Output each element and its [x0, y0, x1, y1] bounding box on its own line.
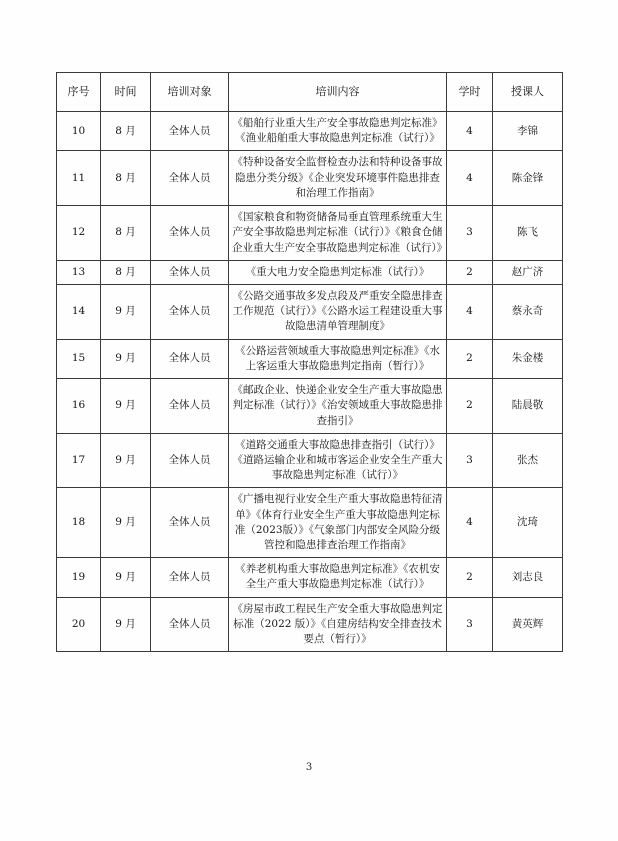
- cell-content: 《道路交通重大事故隐患排查指引（试行）》《道路运输企业和城市客运企业安全生产重大事故隐患判定标准（试行）》: [229, 433, 447, 488]
- table-row: [57, 597, 563, 652]
- cell-time: 9 月: [101, 558, 151, 597]
- table-row: [57, 284, 563, 339]
- cell-teacher: 陈飞: [493, 206, 563, 261]
- cell-content: 《公路运营领域重大事故隐患判定标准》《水上客运重大事故隐患判定指南（暂行）》: [229, 339, 447, 378]
- cell-teacher: 陆晨敬: [493, 379, 563, 434]
- table-row: [57, 206, 563, 261]
- cell-hours: 3: [447, 206, 493, 261]
- table-row: [57, 151, 563, 206]
- table-header-row: [57, 73, 563, 112]
- cell-time: 9 月: [101, 284, 151, 339]
- column-header-hours: 学时: [447, 73, 493, 112]
- cell-content: 《邮政企业、快递企业安全生产重大事故隐患判定标准（试行）》《治安领域重大事故隐患排查指引》: [229, 379, 447, 434]
- cell-no: 18: [57, 488, 101, 558]
- cell-content: 《房屋市政工程民生产安全重大事故隐患判定标准（2022 版）》《自建房结构安全排查技术要点（暂行）》: [229, 597, 447, 652]
- cell-teacher: 沈琦: [493, 488, 563, 558]
- cell-teacher: 刘志良: [493, 558, 563, 597]
- cell-target: 全体人员: [151, 433, 229, 488]
- cell-time: 9 月: [101, 339, 151, 378]
- table-row: [57, 433, 563, 488]
- cell-target: 全体人员: [151, 284, 229, 339]
- cell-target: 全体人员: [151, 597, 229, 652]
- cell-hours: 4: [447, 284, 493, 339]
- cell-target: 全体人员: [151, 379, 229, 434]
- cell-content: 《公路交通事故多发点段及严重安全隐患排查工作规范（试行）》《公路水运工程建设重大事故隐患清单管理制度》: [229, 284, 447, 339]
- cell-no: 15: [57, 339, 101, 378]
- cell-hours: 2: [447, 339, 493, 378]
- cell-hours: 4: [447, 112, 493, 151]
- cell-content: 《养老机构重大事故隐患判定标准》《农机安全生产重大事故隐患判定标准（试行）》: [229, 558, 447, 597]
- cell-target: 全体人员: [151, 488, 229, 558]
- cell-hours: 4: [447, 488, 493, 558]
- cell-time: 8 月: [101, 260, 151, 284]
- column-header-content: 培训内容: [229, 73, 447, 112]
- column-header-no: 序号: [57, 73, 101, 112]
- cell-time: 9 月: [101, 597, 151, 652]
- table-header: [57, 73, 563, 112]
- cell-target: 全体人员: [151, 558, 229, 597]
- cell-content: 《国家粮食和物资储备局垂直管理系统重大生产安全事故隐患判定标准（试行）》《粮食仓储企业重大生产安全事故隐患判定标准（试行）》: [229, 206, 447, 261]
- table-row: [57, 260, 563, 284]
- cell-content: 《广播电视行业安全生产重大事故隐患特征清单》《体育行业安全生产重大事故隐患判定标准（2023版）》《气象部门内部安全风险分级管控和隐患排查治理工作指南》: [229, 488, 447, 558]
- cell-content: 《船舶行业重大生产安全事故隐患判定标准》《渔业船舶重大事故隐患判定标准（试行）》: [229, 112, 447, 151]
- cell-no: 10: [57, 112, 101, 151]
- cell-time: 8 月: [101, 206, 151, 261]
- cell-time: 8 月: [101, 151, 151, 206]
- cell-hours: 2: [447, 379, 493, 434]
- cell-no: 13: [57, 260, 101, 284]
- cell-teacher: 黄英辉: [493, 597, 563, 652]
- cell-teacher: 张杰: [493, 433, 563, 488]
- cell-target: 全体人员: [151, 112, 229, 151]
- table-row: [57, 112, 563, 151]
- table-row: [57, 558, 563, 597]
- cell-hours: 2: [447, 260, 493, 284]
- cell-time: 8 月: [101, 112, 151, 151]
- cell-no: 12: [57, 206, 101, 261]
- cell-hours: 3: [447, 433, 493, 488]
- cell-no: 16: [57, 379, 101, 434]
- column-header-target: 培训对象: [151, 73, 229, 112]
- cell-no: 20: [57, 597, 101, 652]
- column-header-time: 时间: [101, 73, 151, 112]
- cell-hours: 2: [447, 558, 493, 597]
- cell-teacher: 朱金楼: [493, 339, 563, 378]
- table-body: [57, 112, 563, 652]
- cell-target: 全体人员: [151, 260, 229, 284]
- table-row: [57, 339, 563, 378]
- cell-target: 全体人员: [151, 206, 229, 261]
- column-header-teacher: 授课人: [493, 73, 563, 112]
- table-row: [57, 488, 563, 558]
- page-number: 3: [305, 762, 313, 773]
- cell-no: 19: [57, 558, 101, 597]
- cell-hours: 3: [447, 597, 493, 652]
- cell-content: 《重大电力安全隐患判定标准（试行）》: [229, 260, 447, 284]
- cell-time: 9 月: [101, 433, 151, 488]
- cell-time: 9 月: [101, 488, 151, 558]
- cell-teacher: 赵广济: [493, 260, 563, 284]
- cell-target: 全体人员: [151, 339, 229, 378]
- cell-hours: 4: [447, 151, 493, 206]
- training-schedule-table: [56, 72, 563, 652]
- cell-teacher: 蔡永奇: [493, 284, 563, 339]
- table-row: [57, 379, 563, 434]
- cell-target: 全体人员: [151, 151, 229, 206]
- cell-no: 11: [57, 151, 101, 206]
- cell-no: 14: [57, 284, 101, 339]
- cell-teacher: 李锦: [493, 112, 563, 151]
- cell-content: 《特种设备安全监督检查办法和特种设备事故隐患分类分级》《企业突发环境事件隐患排查和治理工作指南》: [229, 151, 447, 206]
- cell-time: 9 月: [101, 379, 151, 434]
- cell-teacher: 陈金锋: [493, 151, 563, 206]
- cell-no: 17: [57, 433, 101, 488]
